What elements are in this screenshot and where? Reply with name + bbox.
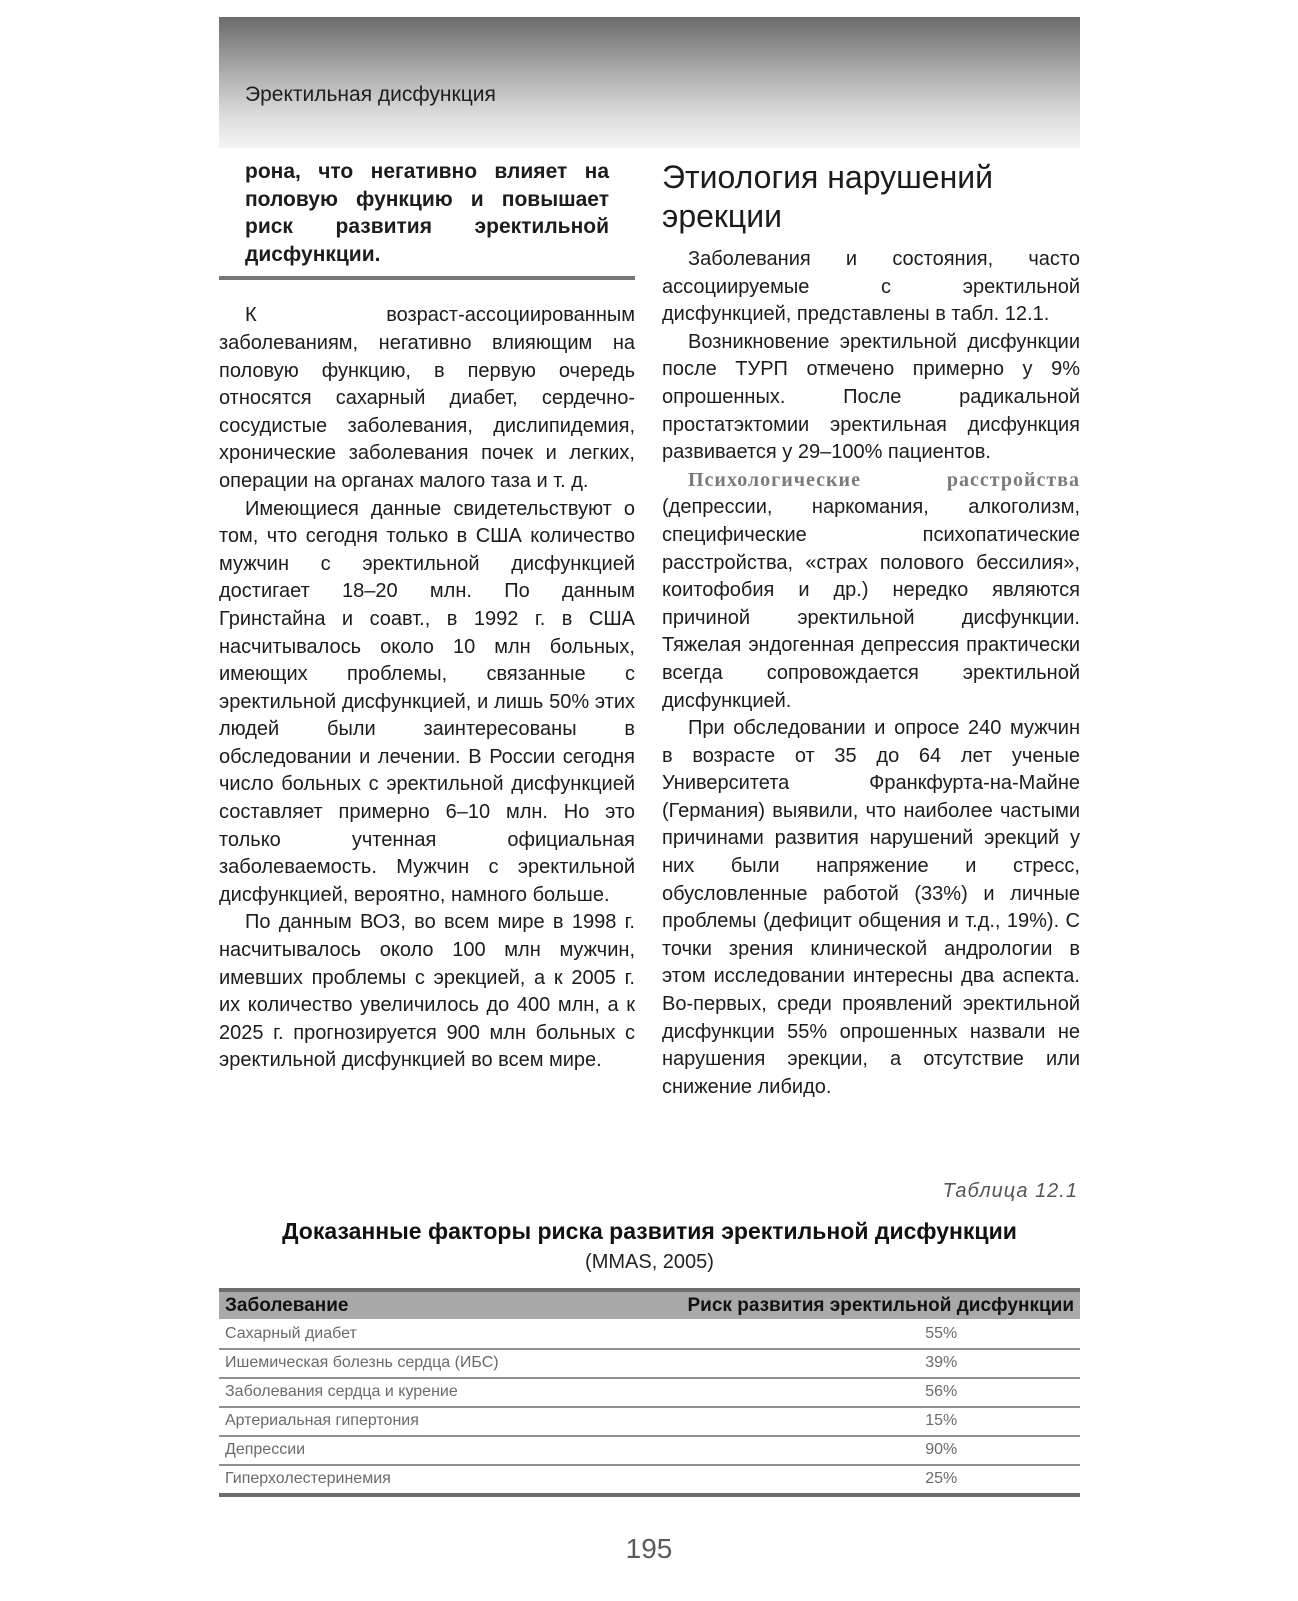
body-paragraph [662, 467, 1080, 715]
table-row [219, 1320, 1080, 1349]
left-column [219, 158, 635, 1075]
table-row [219, 1465, 1080, 1495]
callout-text: рона, что негативно влияет на половую функцию и повышает риск развития эректильной дисфункции. [245, 160, 609, 266]
disease-cell: Артериальная гипертония [219, 1407, 578, 1436]
disease-cell: Ишемическая болезнь сердца (ИБС) [219, 1349, 578, 1378]
column-header-disease: Заболевание [219, 1290, 578, 1320]
risk-cell: 25% [578, 1465, 1080, 1495]
risk-cell: 39% [578, 1349, 1080, 1378]
body-paragraph: Возникновение эректильной дисфункции после ТУРП отмечено примерно у 9% опрошенных. После радикальной простатэктомии эректильная дисфункция развивается у 29–100% пациентов. [662, 330, 1080, 464]
table-number: Таблица 12.1 [942, 1180, 1078, 1202]
risk-cell: 15% [578, 1407, 1080, 1436]
body-paragraph: При обследовании и опросе 240 мужчин в возрасте от 35 до 64 лет ученые Университета Франкфурта-на-Майне (Германия) выявили, что наиболее частыми причинами развития нарушений эрекций у них были напряжение и стресс, обусловленные работой (33%) и личные проблемы (дефицит общения и т.д., 19%). С точки зрения клинической андрологии в этом исследовании интересны два аспекта. Во-первых, среди проявлений эректильной дисфункции 55% опрошенных назвали не нарушения эрекции, а отсутствие или снижение либидо. [662, 717, 1080, 1098]
paragraph-text: (депрессии, наркомания, алкоголизм, специфические психопатические расстройства, «страх полового бессилия», коитофобия и др.) нередко являются причиной эректильной дисфункции. Тяжелая эндогенная депрессия практически всегда сопровождается эректильной дисфункцией. [662, 496, 1080, 712]
risk-cell: 56% [578, 1378, 1080, 1407]
table-header-row [219, 1290, 1080, 1320]
table-subtitle: (MMAS, 2005) [585, 1251, 714, 1273]
risk-cell: 55% [578, 1320, 1080, 1349]
risk-factors-table [219, 1288, 1080, 1497]
section-heading: Этиология нарушений эрекции [662, 159, 994, 234]
running-header [219, 17, 1080, 148]
table-row [219, 1378, 1080, 1407]
risk-cell: 90% [578, 1436, 1080, 1465]
disease-cell: Депрессии [219, 1436, 578, 1465]
callout-divider [219, 276, 635, 280]
body-paragraph: Имеющиеся данные свидетельствуют о том, что сегодня только в США количество мужчин с эректильной дисфункцией достигает 18–20 млн. По данным Гринстайна и соавт., в 1992 г. в США насчитывалось около 10 млн больных, имеющих проблемы, связанные с эректильной дисфункцией, и лишь 50% этих людей были заинтересованы в обследовании и лечении. В России сегодня число больных с эректильной дисфункцией составляет примерно 6–10 млн. Но это только учтенная официальная заболеваемость. Мужчин с эректильной дисфункцией, вероятно, намного больше. [219, 497, 635, 906]
column-header-risk: Риск развития эректильной дисфункции [578, 1290, 1080, 1320]
body-paragraph: Заболевания и состояния, часто ассоциируемые с эректильной дисфункцией, представлены в табл. 12.1. [662, 248, 1080, 326]
disease-cell: Заболевания сердца и курение [219, 1378, 578, 1407]
table-title: Доказанные факторы риска развития эректильной дисфункции [282, 1218, 1017, 1244]
body-paragraph: К возраст-ассоциированным заболеваниям, негативно влияющим на половую функцию, в первую очередь относятся сахарный диабет, сердечно-сосудистые заболевания, дислипидемия, хронические заболевания почек и легких, операции на органах малого таза и т. д. [219, 304, 635, 492]
disease-cell: Сахарный диабет [219, 1320, 578, 1349]
page-number: 195 [625, 1533, 673, 1564]
running-header-title: Эректильная дисфункция [245, 83, 496, 106]
table-row [219, 1349, 1080, 1378]
right-column [662, 158, 1080, 1101]
disease-cell: Гиперхолестеринемия [219, 1465, 578, 1495]
table-row [219, 1407, 1080, 1436]
table-row [219, 1436, 1080, 1465]
body-paragraph: По данным ВОЗ, во всем мире в 1998 г. насчитывалось около 100 млн мужчин, имевших проблемы с эрекцией, а к 2005 г. их количество увеличилось до 400 млн, а к 2025 г. прогнозируется 900 млн больных с эректильной дисфункцией во всем мире. [219, 911, 635, 1072]
highlighted-term: Психологические расстройства [688, 468, 1080, 491]
